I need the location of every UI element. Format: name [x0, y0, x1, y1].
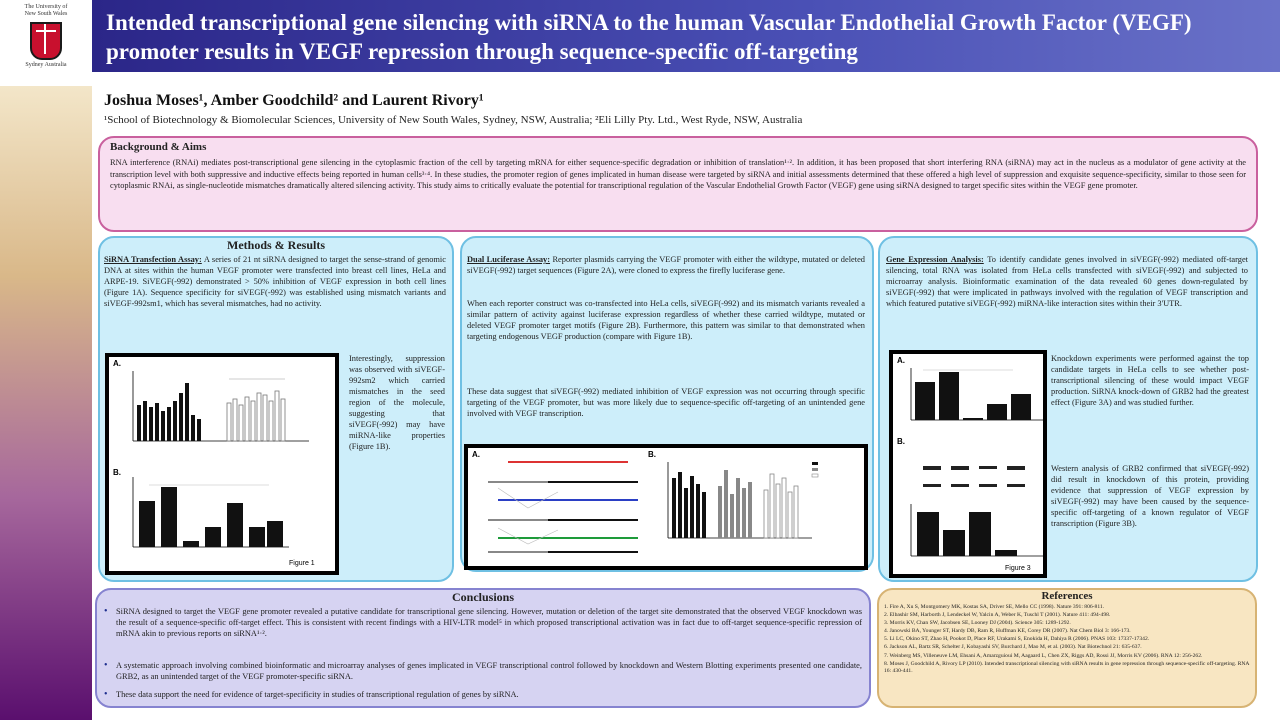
figure-2: [464, 444, 868, 570]
transfection-text: A series of 21 nt siRNA designed to target the sense-strand of genomic DNA at sites within the human VEGF promoter were transfected into breast cell lines, HeLa and ARPE-19. SiVEGF(-992) demonstrated > 50% inhibition of VEGF expression in both cell lines (Figure 1A). Sequence specificity for siVEGF(-992) was established using mismatch variants and siVEGF-992sm1, which has several mismatches, had no activity.: [104, 255, 446, 308]
references-list: [884, 604, 1250, 676]
figure-3-plot: [893, 354, 1043, 574]
figure-1: [105, 353, 339, 575]
transfection-title: SiRNA Transfection Assay:: [104, 255, 202, 264]
reference-item: 3. Morris KV, Chan SW, Jacobsen SE, Looney DJ (2004). Science 305: 1289-1292.: [884, 620, 1071, 627]
authors: Joshua Moses¹, Amber Goodchild² and Laurent Rivory¹: [104, 92, 484, 109]
expression-title: Gene Expression Analysis:: [886, 255, 984, 264]
poster-title: Intended transcriptional gene silencing with siRNA to the human Vascular Endothelial Growth Factor (VEGF) promoter results in VEGF repression through sequence-specific off-targeting: [106, 10, 1192, 64]
conclusion-bullet-2: • A systematic approach involving combined bioinformatic and microarray analyses of genes implicated in VEGF transcriptional control followed by knockdown and Western Blotting experiments presented one candidate, GRB2, as an unintended target of the VEGF promoter-specific siRNA.: [104, 660, 862, 682]
crest-icon: [30, 22, 62, 60]
logo-line-2: New South Wales: [24, 11, 68, 17]
figure-2-panel-a: A.: [472, 450, 480, 459]
conclusion-bullet-1: • SiRNA designed to target the VEGF gene promoter revealed a putative candidate for transcriptional gene silencing. However, mutation or deletion of the target site demonstrated that the observed VEGF knockdown was the result of a sequence-specific off-target effect. This is consistent with recent findings with a HIV-LTR model⁵ in which proposed transcriptional activation was in fact due to off-target sequence-specific repression of mRNA akin to previous reports on siRNA¹·².: [104, 606, 862, 639]
figure-2-panel-b: B.: [648, 450, 656, 459]
left-gradient-bar: [0, 86, 92, 720]
background-text: RNA interference (RNAi) mediates post-transcriptional gene silencing in the cytoplasmic fraction of the cell by targeting mRNA for either sequence-specific degradation or inhibition of translation¹·². In addition, it has been proposed that short interfering RNA (siRNA) may act in the nucleus as a modulator of gene activity at the transcription level with both suppressive and inductive effects being reported in human cells³·⁴. In these studies, the promoter region of genes implicated in human disease were targeted by siRNA and initial assessments determined that these offered a high level of suppression and exquisite sequence-specificity, similar to those seen for cytoplasmic RNAi, as single-nucleotide mismatches dramatically altered silencing activity. This study aims to critically evaluate the potential for transcriptional regulation of the Vascular Endothelial Growth Factor (VEGF) gene using siRNA designed to target specific sites within the VEGF gene promoter.: [110, 158, 1246, 190]
luciferase-paragraph-2: When each reporter construct was co-transfected into HeLa cells, siVEGF(-992) and its mismatch variants revealed a similar pattern of activity against luciferase expression regardless of whether these carried wildtype, mutated or deleted VEGF promoter target motifs (Figure 2B). Furthermore, this pattern was similar to that demonstrated when targeting endogenous VEGF production (compare with Figure 1B).: [467, 299, 865, 341]
expression-side-text-1: Knockdown experiments were performed against the top candidate targets in HeLa cells to see whether post-transcriptional silencing of these would impact VEGF production. SiRNA knock-down of GRB2 had the greatest effect (Figure 3A) and was studied further.: [1051, 354, 1249, 407]
figure-1-panel-a: A.: [113, 359, 121, 368]
luciferase-text-1: Reporter plasmids carrying the VEGF promoter with either the wildtype, mutated or deleted siVEGF(-992) target sequences (Figure 2A), were cloned to express the firefly luciferase gene.: [467, 255, 865, 275]
methods-heading: Methods & Results: [227, 238, 325, 252]
luciferase-paragraph-1: [467, 254, 865, 276]
figure-3-label: Figure 3: [1005, 565, 1031, 572]
conclusion-bullet-3: • These data support the need for evidence of target-specificity in studies of transcriptional regulation of genes by siRNA.: [104, 689, 862, 700]
reference-item: 1. Fire A, Xu S, Montgomery MK, Kostas SA, Driver SE, Mello CC (1998). Nature 391: 806-811.: [884, 604, 1105, 610]
figure-1-panel-b: B.: [113, 468, 121, 477]
reference-item: 2. Elbashir SM, Harborth J, Lendeckel W, Yalcin A, Weber K, Tuschl T (2001). Nature 411: 494-498.: [884, 612, 1111, 619]
expression-paragraph: [886, 254, 1248, 309]
reference-item: 6. Jackson AL, Bartz SR, Schelter J, Kobayashi SV, Burchard J, Mao M, et al. (2003). Nat Biotechnol 21: 635-637.: [884, 644, 1142, 651]
luciferase-title: Dual Luciferase Assay:: [467, 255, 551, 264]
luciferase-paragraph-3: These data suggest that siVEGF(-992) mediated inhibition of VEGF expression was not occurring through specific targeting of the VEGF promoter, but was more likely due to sequence-specific off-targeting of an unintended gene involved with VEGF transcription.: [467, 387, 865, 418]
background-heading: Background & Aims: [110, 141, 207, 153]
figure-2-plot: [468, 448, 864, 566]
figure-1-plot: [109, 357, 335, 571]
expression-text: To identify candidate genes involved in siVEGF(-992) mediated off-target silencing, total RNA was isolated from HeLa cells transfected with siVEGF(-992) and subjected to microarray analysis. Bioinformatic examination of the data revealed 60 genes down-regulated by siVEGF(-992) that were implicated in pathways involved with the regulation of VEGF transcription and which featured putative siVEGF(-992) miRNA-like interaction sites within their 3'UTR.: [886, 255, 1248, 308]
figure-3-panel-b: B.: [897, 437, 905, 446]
reference-item: 8. Moses J, Goodchild A, Rivory LP (2010). Intended transcriptional silencing with siRNA results in gene repression through sequence-specific off-targeting. RNA 16: 430-441.: [884, 660, 1250, 674]
reference-item: 7. Weinberg MS, Villeneuve LM, Ehsani A, Amarzguioui M, Aagaard L, Chen ZX, Riggs AD, Rossi JJ, Morris KV (2006). RNA 12: 256-262.: [884, 652, 1203, 659]
reference-item: 4. Janowski BA, Younger ST, Hardy DB, Ram R, Huffman KE, Corey DR (2007). Nat Chem Biol 3: 166-173.: [884, 628, 1131, 635]
conclusions-heading: Conclusions: [451, 590, 515, 604]
transfection-paragraph: [104, 254, 446, 309]
university-logo: [6, 4, 86, 84]
references-heading: References: [1041, 590, 1093, 602]
figure-3-panel-a: A.: [897, 356, 905, 365]
transfection-side-text: Interestingly, suppression was observed with siVEGF-992sm2 which carried mismatches in the seed region of the molecule, suggesting that siVEGF(-992) may have miRNA-like properties (Figure 1B).: [349, 354, 445, 451]
figure-1-label: Figure 1: [289, 560, 315, 567]
figure-3: [889, 350, 1047, 578]
reference-item: 5. Li LC, Okino ST, Zhao H, Pookot D, Place RF, Urakami S, Enokida H, Dahiya R (2006). PNAS 103: 17337-17342.: [884, 636, 1150, 643]
expression-side-text-2: Western analysis of GRB2 confirmed that siVEGF(-992) did result in knockdown of this protein, providing evidence that suppression of VEGF expression by siVEGF(-992) may have been caused by the sequence-specific off-targeting of a known regulator of VEGF transcription (Figure 3B).: [1051, 464, 1249, 528]
affiliations: ¹School of Biotechnology & Biomolecular Sciences, University of New South Wales, Sydney, NSW, Australia; ²Eli Lilly Pty. Ltd., West Ryde, NSW, Australia: [104, 114, 803, 126]
logo-line-3: Sydney Australia: [25, 62, 67, 68]
logo-line-1: The University of: [24, 4, 68, 10]
